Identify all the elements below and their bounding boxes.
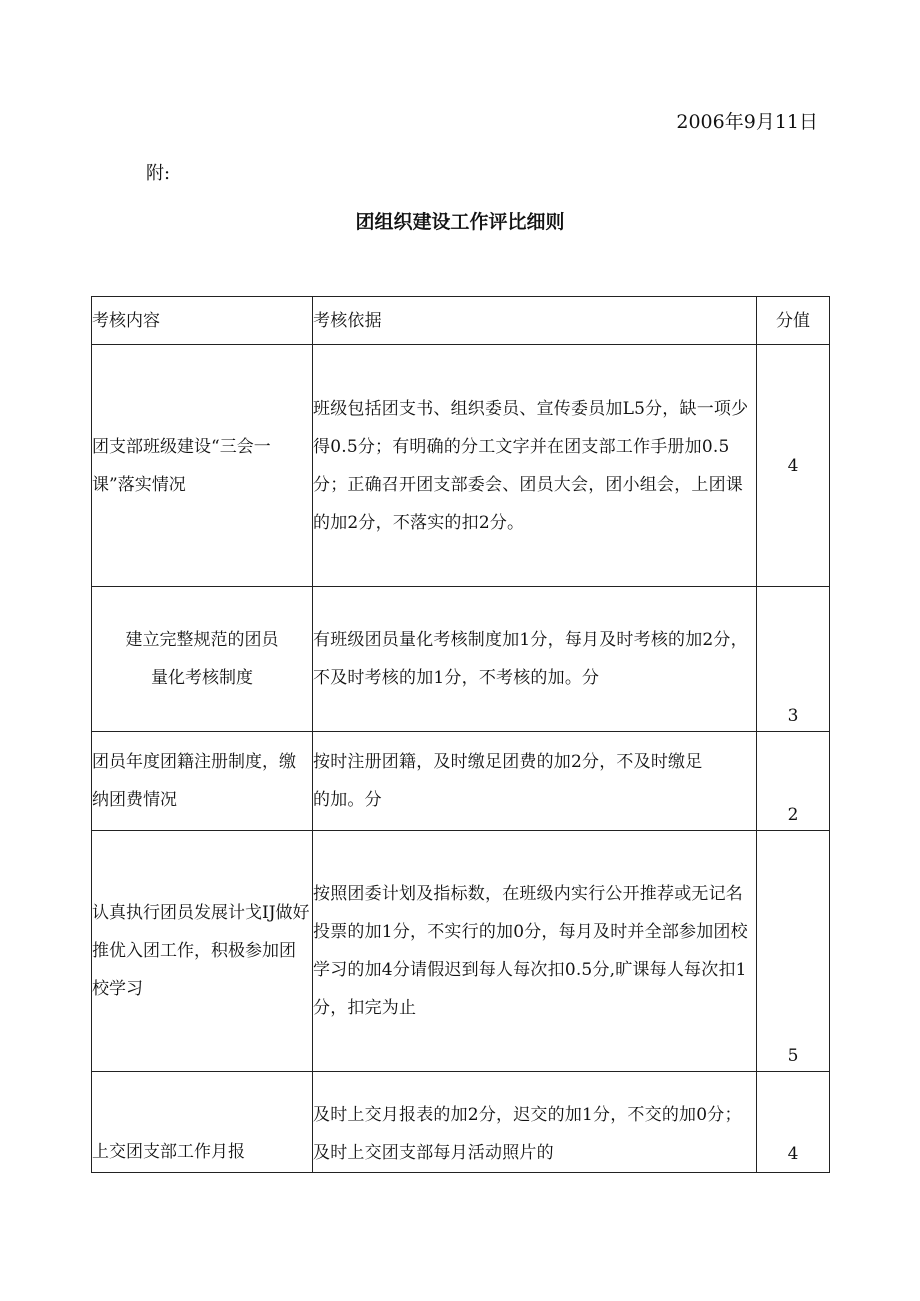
- appendix-label: 附:: [146, 163, 171, 184]
- table-row: [92, 732, 830, 831]
- row-basis: 按照团委计划及指标数，在班级内实行公开推荐或无记名投票的加1分，不实行的加0分，每月及时并全部参加团校学习的加4分请假迟到每人每次扣0.5分,旷课每人每次扣1分，扣完为止: [313, 831, 757, 1072]
- table-row: [92, 345, 830, 587]
- row-score: 3: [757, 587, 830, 732]
- row-basis: 及时上交月报表的加2分，迟交的加1分，不交的加0分；及时上交团支部每月活动照片的: [313, 1072, 757, 1173]
- row-content: 认真执行团员发展计戈IJ做好推优入团工作，积极参加团校学习: [92, 831, 313, 1072]
- row-content: 上交团支部工作月报: [92, 1072, 313, 1173]
- evaluation-rules-table: [91, 296, 830, 1173]
- column-header-basis: 考核依据: [313, 297, 757, 345]
- row-score: 5: [757, 831, 830, 1072]
- table-row: [92, 587, 830, 732]
- column-header-content: 考核内容: [92, 297, 313, 345]
- row-basis: 按时注册团籍，及时缴足团费的加2分，不及时缴足的加。分: [313, 732, 757, 831]
- row-basis: 有班级团员量化考核制度加1分，每月及时考核的加2分，不及时考核的加1分，不考核的加。分: [313, 587, 757, 732]
- row-score: 4: [757, 1072, 830, 1173]
- table-header-row: [92, 297, 830, 345]
- table-row: [92, 1072, 830, 1173]
- document-date: 2006年9月11日: [676, 111, 818, 133]
- row-content: 建立完整规范的团员量化考核制度: [92, 587, 313, 732]
- document-title: 团组织建设工作评比细则: [355, 211, 565, 233]
- row-content: 团支部班级建设“三会一课”落实情况: [92, 345, 313, 587]
- row-basis: 班级包括团支书、组织委员、宣传委员加L5分，缺一项少得0.5分；有明确的分工文字并在团支部工作手册加0.5分；正确召开团支部委会、团员大会，团小组会，上团课的加2分，不落实的扣2分。: [313, 345, 757, 587]
- row-score: 2: [757, 732, 830, 831]
- column-header-score: 分值: [757, 297, 830, 345]
- row-content: 团员年度团籍注册制度，缴纳团费情况: [92, 732, 313, 831]
- table-row: [92, 831, 830, 1072]
- row-score: 4: [757, 345, 830, 587]
